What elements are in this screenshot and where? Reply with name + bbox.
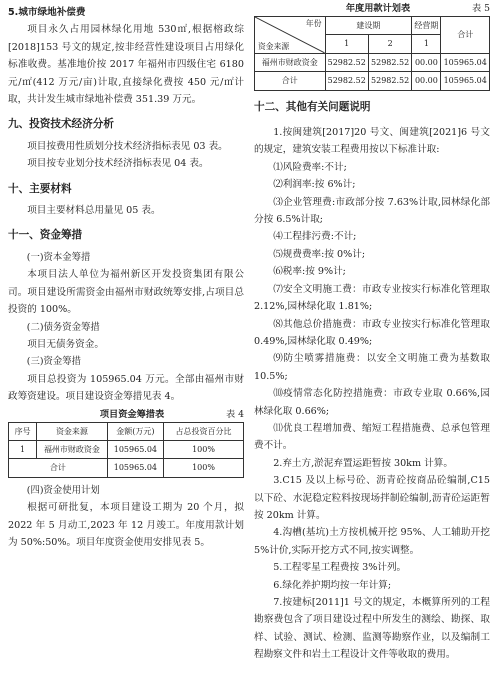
table-cell: 52982.52 bbox=[368, 72, 411, 90]
list-item: ⑵利润率:按 6%计; bbox=[273, 179, 356, 191]
table-header-cell: 金额(万元) bbox=[107, 422, 163, 440]
section-10-title: 十、主要材料 bbox=[8, 182, 72, 195]
table-4-caption-row bbox=[8, 408, 244, 422]
table-header-cell: 1 bbox=[412, 35, 441, 53]
annual-plan-table bbox=[254, 16, 490, 91]
table-row bbox=[9, 440, 244, 458]
table-cell: 52982.52 bbox=[368, 53, 411, 71]
list-item: ⑾优良工程增加费、缩短工程措施费、总承包管理费不计。 bbox=[254, 422, 490, 452]
list-item: ⑽疫情常态化防控措施费：市政专业取 0.66%,园林绿化取 0.66%; bbox=[254, 388, 490, 417]
list-item: ⑼防尘喷雾措施费：以安全文明施工费为基数取 10.5%; bbox=[254, 353, 490, 382]
table-header-row bbox=[9, 422, 244, 440]
note-3: 3.C15 及以上标号砼、沥青砼按商品砼编制,C15 以下砼、水泥稳定粒料按现场拌制砼编制,沥青砼运距暂按 20km 计算。 bbox=[254, 475, 490, 521]
table-header-cell: 建设期 bbox=[325, 17, 412, 35]
note-4: 4.沟槽(基坑)土方按机械开挖 95%、人工辅助开挖 5%计价,实际开挖方式不同,按实调整。 bbox=[254, 527, 490, 556]
right-column bbox=[254, 0, 490, 664]
note-2: 2.弃土方,淤泥弃置运距暂按 30km 计算。 bbox=[273, 457, 453, 469]
subsection-1-text: 本项目法人单位为福州新区开发投资集团有限公司。项目建设所需资金由福州市财政统筹安排,占项目总投资的 100%。 bbox=[8, 269, 244, 316]
subsection-2-title: (二)债务资金筹措 bbox=[26, 321, 100, 333]
note-7: 7.按建标[2011]1 号文的规定，本概算所列的工程勘察费包含了项目建设过程中所发生的测绘、勘探、取样、试验、测试、检测、监测等勘察作业，以及编制工程勘察文件和岩土工程设计文件等收取的费用。 bbox=[254, 597, 490, 661]
table-4-caption: 项目资金筹措表 bbox=[99, 408, 165, 420]
section-12-title: 十二、其他有关问题说明 bbox=[254, 100, 371, 113]
list-item: ⑹税率:按 9%计; bbox=[273, 266, 346, 278]
table-4-number: 表 4 bbox=[226, 408, 244, 420]
subsection-4-title: (四)资金使用计划 bbox=[26, 484, 100, 496]
list-item: ⑺安全文明施工费：市政专业按实行标准化管理取 2.12%,园林绿化取 1.81%; bbox=[254, 283, 490, 313]
diagonal-header-cell bbox=[255, 17, 326, 54]
table-5-number: 表 5 bbox=[472, 3, 490, 14]
table-header-cell: 资金来源 bbox=[37, 422, 108, 440]
table-header-cell: 占总投资百分比 bbox=[164, 422, 244, 440]
list-item: ⑻其他总价措施费：市政专业按实行标准化管理取 0.49%,园林绿化取 0.49%; bbox=[254, 318, 490, 347]
table-cell: 福州市财政资金 bbox=[37, 440, 108, 458]
subsection-3-text: 项目总投资为 105965.04 万元。全部由福州市财政筹资建设。项目建设资金筹措见表 4。 bbox=[8, 373, 244, 403]
table-header-cell: 序号 bbox=[9, 422, 37, 440]
table-header-cell: 2 bbox=[368, 35, 411, 53]
table-cell: 105965.04 bbox=[107, 440, 163, 458]
table-cell: 105965.04 bbox=[441, 72, 490, 90]
section-5-text: 项目永久占用园林绿化用地 530㎡,根据榕政综[2018]153 号文的规定,按非经营性建设项目占用绿化标准收费。基准地价按 2017 年福州市四级住宅 6180 元/㎡(412 万元/亩)计取,直接绿化费按 450 元/㎡计取，共计发生城市绿地补偿费 351.39 万元。 bbox=[8, 24, 244, 106]
table-cell: 00.00 bbox=[412, 72, 441, 90]
note-6: 6.绿化养护期均按一年计算; bbox=[273, 579, 392, 591]
table-cell: 1 bbox=[9, 440, 37, 458]
note-5: 5.工程零星工程费按 3%计列。 bbox=[273, 562, 407, 574]
list-item: ⑸规费费率:按 0%计; bbox=[273, 248, 366, 260]
table-header-cell: 1 bbox=[325, 35, 368, 53]
table-row bbox=[255, 53, 490, 71]
table-cell: 合计 bbox=[255, 72, 326, 90]
table-cell: 100% bbox=[164, 440, 244, 458]
table-cell: 105965.04 bbox=[107, 459, 163, 477]
left-column bbox=[8, 0, 244, 551]
table-5-caption-row bbox=[254, 2, 490, 16]
table-cell: 00.00 bbox=[412, 53, 441, 71]
table-header-cell: 经营期 bbox=[412, 17, 441, 35]
diagonal-top-label: 年份 bbox=[305, 19, 322, 28]
section-5-title: 5.城市绿地补偿费 bbox=[8, 7, 86, 18]
table-header-row bbox=[255, 17, 490, 35]
table-header-cell: 合计 bbox=[441, 17, 490, 54]
table-total-row bbox=[255, 72, 490, 90]
table-cell: 100% bbox=[164, 459, 244, 477]
subsection-4-text: 根据可研批复，本项目建设工期为 20 个月，拟 2022 年 5 月动工,2023 年 12 月竣工。年度用款计划为 50%:50%。项目年度资金使用安排见表 5。 bbox=[8, 502, 244, 548]
table-cell: 105965.04 bbox=[441, 53, 490, 71]
diagonal-bottom-label: 资金来源 bbox=[258, 41, 290, 51]
note-1: 1.按闽建筑[2017]20 号文、闽建筑[2021]6 号文的规定，建筑安装工程费用按以下标准计取: bbox=[254, 127, 490, 156]
table-cell: 福州市财政资金 bbox=[255, 53, 326, 71]
section-9-para-2: 项目按专业划分技术经济指标表见 04 表。 bbox=[27, 158, 209, 170]
section-9-title: 九、投资技术经济分析 bbox=[8, 118, 114, 131]
table-5-caption: 年度用款计划表 bbox=[345, 3, 411, 14]
list-item: ⑷工程排污费:不计; bbox=[273, 231, 357, 243]
list-item: ⑶企业管理费:市政部分按 7.63%计取,园林绿化部分按 6.5%计取; bbox=[254, 196, 490, 226]
table-cell: 52982.52 bbox=[325, 53, 368, 71]
section-10-para-1: 项目主要材料总用量见 05 表。 bbox=[27, 205, 161, 217]
subsection-1-title: (一)资本金筹措 bbox=[26, 251, 91, 263]
table-cell: 52982.52 bbox=[325, 72, 368, 90]
subsection-2-text: 项目无债务资金。 bbox=[27, 338, 104, 350]
funding-table bbox=[8, 422, 244, 478]
section-9-para-1: 项目按费用性质划分技术经济指标表见 03 表。 bbox=[27, 140, 228, 152]
table-total-row bbox=[9, 459, 244, 477]
fee-item-list bbox=[254, 159, 490, 455]
section-11-title: 十一、资金筹措 bbox=[8, 229, 83, 242]
list-item: ⑴风险费率:不计; bbox=[273, 161, 347, 173]
table-cell: 合计 bbox=[9, 459, 108, 477]
subsection-3-title: (三)资金筹措 bbox=[26, 356, 81, 368]
